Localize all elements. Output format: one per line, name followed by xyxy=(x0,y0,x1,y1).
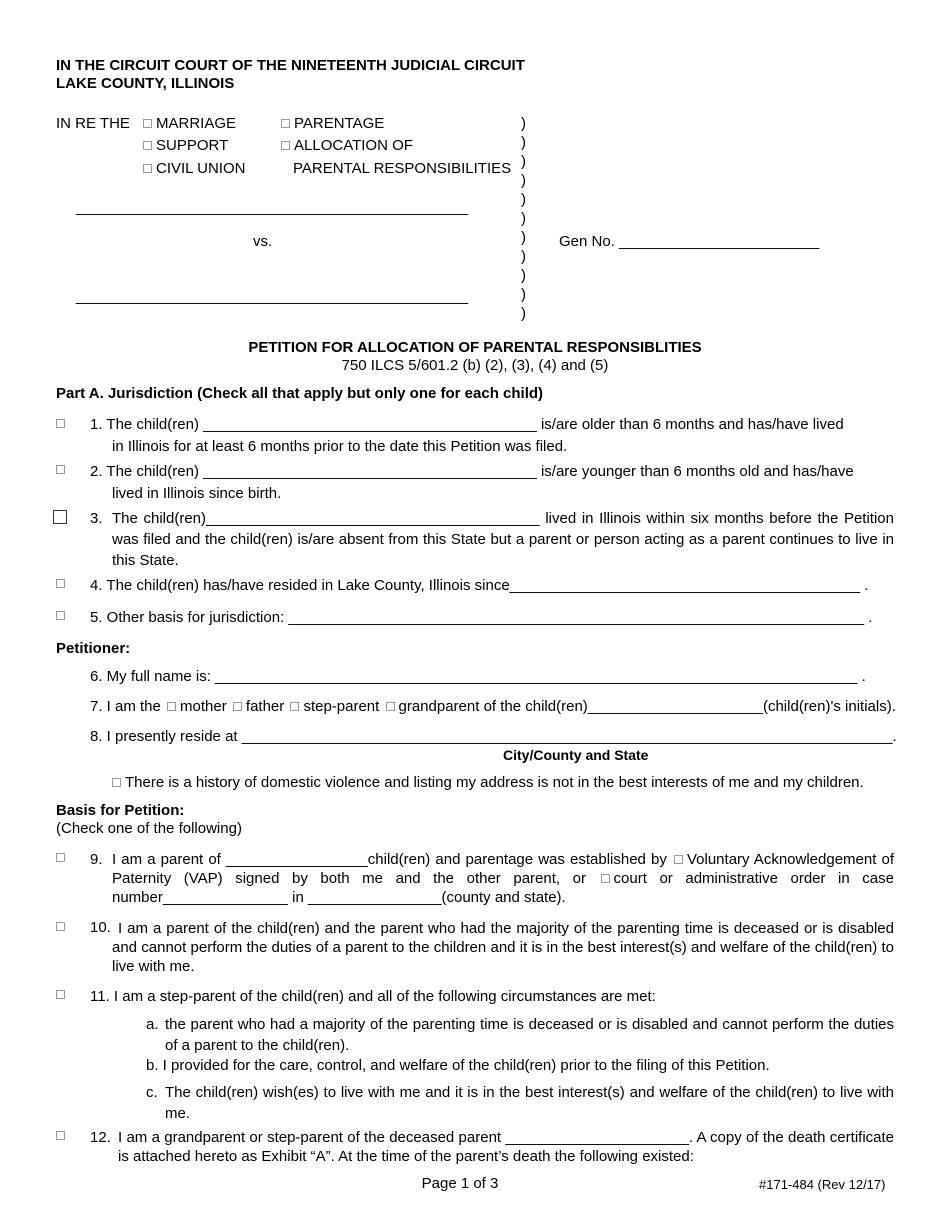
vs-label: vs. xyxy=(253,233,273,250)
item-11c-label: c. xyxy=(146,1084,158,1101)
county-name: LAKE COUNTY, ILLINOIS xyxy=(56,75,235,92)
statute-reference: 750 ILCS 5/601.2 (b) (2), (3), (4) and (5) xyxy=(341,357,609,374)
item-1-text-cont: in Illinois for at least 6 months prior to the date this Petition was filed. xyxy=(112,438,568,455)
petitioner-name-line[interactable]: _______________________________________________ xyxy=(76,199,469,216)
support-checkbox[interactable] xyxy=(143,141,152,150)
allocation-option[interactable]: ALLOCATION OF xyxy=(279,137,413,155)
item-2-text: 2. The child(ren) ________________________________________ is/are younger than 6 months old and has/have xyxy=(90,463,854,480)
item-2-checkbox[interactable] xyxy=(56,465,65,474)
basis-heading: Basis for Petition: xyxy=(56,802,185,819)
item-10-text: I am a parent of the child(ren) and the parent who had the majority of the parenting time is deceased or is disabled and cannot perform the duties of a parent to the children and it is in the best interest(s) and welfare of the child(ren) to live with me. xyxy=(112,920,894,975)
petition-title: PETITION FOR ALLOCATION OF PARENTAL RESPONSIBLITIES xyxy=(248,339,702,356)
support-option[interactable]: SUPPORT xyxy=(141,137,228,155)
item-8-residence[interactable]: 8. I presently reside at ______________________________________________________________________________. xyxy=(90,728,897,745)
item-4-text: 4. The child(ren) has/have resided in Lake County, Illinois since__________________________________________ . xyxy=(90,577,869,594)
item-11a-label: a. xyxy=(146,1016,159,1033)
court-order-checkbox[interactable] xyxy=(601,874,610,883)
item-11c-text: The child(ren) wish(es) to live with me and it is in the best interest(s) and welfare of the child(ren) to live with me. xyxy=(165,1084,894,1122)
item-10-checkbox[interactable] xyxy=(56,922,65,931)
court-name: IN THE CIRCUIT COURT OF THE NINETEENTH JUDICIAL CIRCUIT xyxy=(56,57,525,74)
part-a-heading: Part A. Jurisdiction (Check all that apply but only one for each child) xyxy=(56,385,544,402)
form-number: #171-484 (Rev 12/17) xyxy=(759,1177,886,1192)
basis-subheading: (Check one of the following) xyxy=(56,820,242,837)
item-12-number: 12. xyxy=(90,1129,111,1146)
item-4-checkbox[interactable] xyxy=(56,579,65,588)
item-7-relationship: 7. I am the mother father step-parent grandparent of the child(ren)_____________________(child(ren)'s initials). xyxy=(90,698,896,715)
petitioner-heading: Petitioner: xyxy=(56,640,131,657)
parentage-option[interactable]: PARENTAGE xyxy=(279,115,384,133)
item-1-checkbox[interactable] xyxy=(56,419,65,428)
item-11-checkbox[interactable] xyxy=(56,990,65,999)
respondent-name-line[interactable]: _______________________________________________ xyxy=(76,288,469,305)
parentage-checkbox[interactable] xyxy=(281,119,290,128)
allocation-checkbox[interactable] xyxy=(281,141,290,150)
caption-parentheses: ) ) ) ) ) ) ) ) ) ) ) xyxy=(521,115,526,322)
item-3-checkbox[interactable] xyxy=(53,510,67,524)
civil-union-checkbox[interactable] xyxy=(143,164,152,173)
item-1-text: 1. The child(ren) ________________________________________ is/are older than 6 months and has/have lived xyxy=(90,416,844,433)
item-12-checkbox[interactable] xyxy=(56,1131,65,1140)
father-checkbox[interactable] xyxy=(233,702,242,711)
item-11a-text: the parent who had a majority of the parenting time is deceased or is disabled and cannot perform the duties of a parent to the child(ren). xyxy=(165,1016,894,1054)
item-10-number: 10. xyxy=(90,919,111,936)
gen-no-field[interactable]: Gen No. ________________________ xyxy=(559,233,820,250)
page-number: Page 1 of 3 xyxy=(421,1175,499,1192)
grandparent-checkbox[interactable] xyxy=(386,702,395,711)
item-11b-text: b. I provided for the care, control, and welfare of the child(ren) prior to the filing of this Petition. xyxy=(146,1057,770,1074)
item-6-full-name[interactable]: 6. My full name is: _____________________________________________________________________________ . xyxy=(90,668,866,685)
item-9-number: 9. xyxy=(90,851,103,868)
domestic-violence-checkbox[interactable] xyxy=(112,778,121,787)
item-2-text-cont: lived in Illinois since birth. xyxy=(112,485,282,502)
item-3-text: The child(ren)________________________________________ lived in Illinois within six months before the Petition was filed and the child(ren) is/are absent from this State but a parent or person acting as a parent continues to live in this State. xyxy=(112,510,894,569)
item-9-checkbox[interactable] xyxy=(56,853,65,862)
step-parent-checkbox[interactable] xyxy=(290,702,299,711)
item-5-text: 5. Other basis for jurisdiction: _____________________________________________________________________ . xyxy=(90,609,873,626)
item-9-text: I am a parent of _________________child(ren) and parentage was established by Voluntary Acknowledgement of Paternity (VAP) signed by both me and the other parent, or court or administrative order in case number_______________ in ________________(county and state). xyxy=(112,851,895,906)
item-5-checkbox[interactable] xyxy=(56,611,65,620)
parental-responsibilities-label: PARENTAL RESPONSIBILITIES xyxy=(293,160,512,177)
in-re-label: IN RE THE xyxy=(56,115,130,132)
item-11-text: 11. I am a step-parent of the child(ren) and all of the following circumstances are met: xyxy=(90,988,656,1005)
item-3-number: 3. xyxy=(90,510,103,527)
domestic-violence-option[interactable]: There is a history of domestic violence and listing my address is not in the best interests of me and my children. xyxy=(110,774,864,792)
marriage-checkbox[interactable] xyxy=(143,119,152,128)
vap-checkbox[interactable] xyxy=(674,855,683,864)
marriage-option[interactable]: MARRIAGE xyxy=(141,115,236,133)
mother-checkbox[interactable] xyxy=(167,702,176,711)
residence-caption: City/County and State xyxy=(503,747,649,763)
item-12-text: I am a grandparent or step-parent of the deceased parent ______________________. A copy of the death certificate is attached hereto as Exhibit “A”. At the time of the parent’s death the following existed: xyxy=(118,1129,894,1165)
civil-union-option[interactable]: CIVIL UNION xyxy=(141,160,245,178)
